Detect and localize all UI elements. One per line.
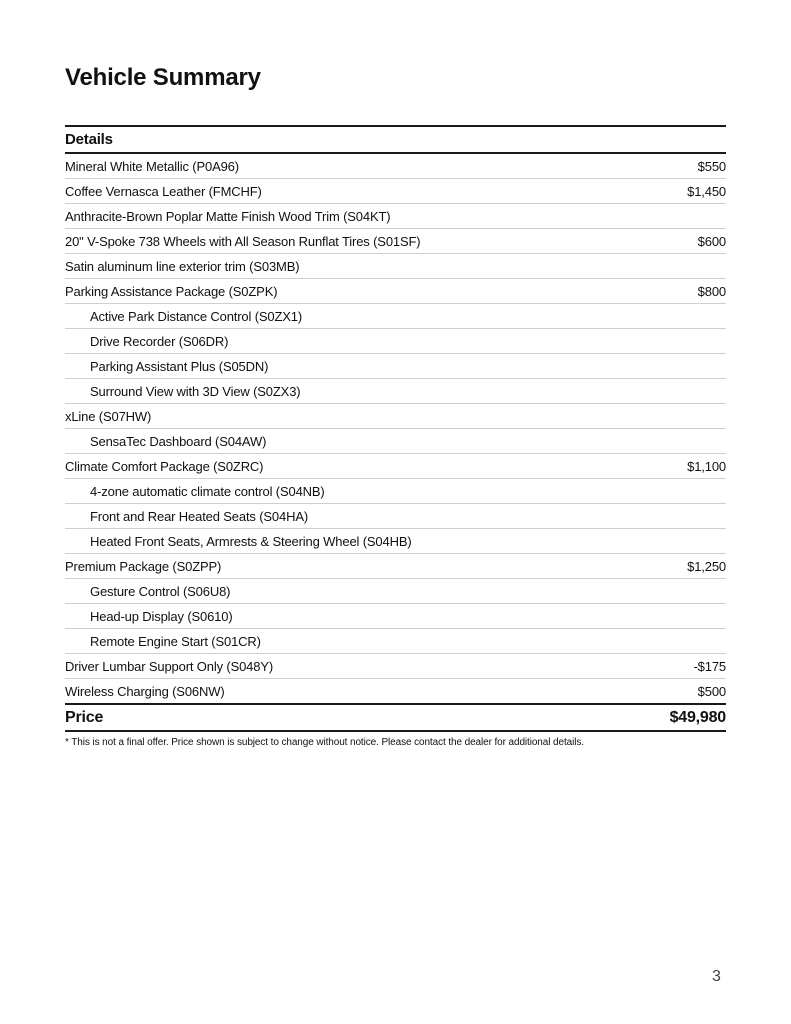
item-price: $550 — [697, 158, 726, 174]
page-title: Vehicle Summary — [65, 64, 261, 91]
item-price: $1,250 — [687, 558, 726, 574]
item-price: -$175 — [693, 658, 726, 674]
item-label: Coffee Vernasca Leather (FMCHF) — [65, 183, 262, 199]
package-sub-item-row — [65, 429, 726, 454]
disclaimer: * This is not a final offer. Price shown is subject to change without notice. Please contact the dealer for additional details. — [65, 737, 584, 748]
package-sub-item-row — [65, 304, 726, 329]
total-price-value: $49,980 — [669, 708, 726, 726]
item-label: Surround View with 3D View (S0ZX3) — [90, 383, 301, 399]
option-item-row — [65, 654, 726, 679]
vehicle-summary-table — [65, 125, 726, 748]
package-sub-item-row — [65, 604, 726, 629]
item-label: Anthracite-Brown Poplar Matte Finish Wood Trim (S04KT) — [65, 208, 391, 224]
item-label: Remote Engine Start (S01CR) — [90, 633, 261, 649]
total-price-label: Price — [65, 708, 104, 726]
package-sub-item-row — [65, 329, 726, 354]
package-sub-item-row — [65, 529, 726, 554]
item-price: $1,100 — [687, 458, 726, 474]
item-price: $1,450 — [687, 183, 726, 199]
item-label: Front and Rear Heated Seats (S04HA) — [90, 508, 309, 524]
option-item-row — [65, 179, 726, 204]
option-item-row — [65, 279, 726, 304]
item-label: Heated Front Seats, Armrests & Steering Wheel (S04HB) — [90, 533, 412, 549]
item-label: xLine (S07HW) — [65, 408, 152, 424]
item-list — [65, 154, 726, 703]
total-price-row — [65, 703, 726, 732]
option-item-row — [65, 204, 726, 229]
item-label: 20" V-Spoke 738 Wheels with All Season Runflat Tires (S01SF) — [65, 233, 421, 249]
item-label: SensaTec Dashboard (S04AW) — [90, 433, 267, 449]
page-number: 3 — [712, 968, 721, 985]
option-item-row — [65, 254, 726, 279]
option-item-row — [65, 554, 726, 579]
item-label: Parking Assistance Package (S0ZPK) — [65, 283, 278, 299]
item-price: $800 — [697, 283, 726, 299]
item-price: $600 — [697, 233, 726, 249]
item-label: Mineral White Metallic (P0A96) — [65, 158, 239, 174]
item-label: Driver Lumbar Support Only (S048Y) — [65, 658, 274, 674]
item-label: Parking Assistant Plus (S05DN) — [90, 358, 269, 374]
item-label: Climate Comfort Package (S0ZRC) — [65, 458, 264, 474]
package-sub-item-row — [65, 504, 726, 529]
item-label: Premium Package (S0ZPP) — [65, 558, 222, 574]
package-sub-item-row — [65, 579, 726, 604]
option-item-row — [65, 404, 726, 429]
package-sub-item-row — [65, 379, 726, 404]
item-label: 4-zone automatic climate control (S04NB) — [90, 483, 325, 499]
option-item-row — [65, 154, 726, 179]
package-sub-item-row — [65, 354, 726, 379]
package-sub-item-row — [65, 629, 726, 654]
item-label: Head-up Display (S0610) — [90, 608, 233, 624]
option-item-row — [65, 454, 726, 479]
item-price: $500 — [697, 683, 726, 699]
option-item-row — [65, 229, 726, 254]
item-label: Drive Recorder (S06DR) — [90, 333, 229, 349]
item-label: Satin aluminum line exterior trim (S03MB) — [65, 258, 300, 274]
package-sub-item-row — [65, 479, 726, 504]
item-label: Active Park Distance Control (S0ZX1) — [90, 308, 303, 324]
option-item-row — [65, 679, 726, 703]
details-header: Details — [65, 125, 726, 154]
item-label: Gesture Control (S06U8) — [90, 583, 231, 599]
item-label: Wireless Charging (S06NW) — [65, 683, 225, 699]
